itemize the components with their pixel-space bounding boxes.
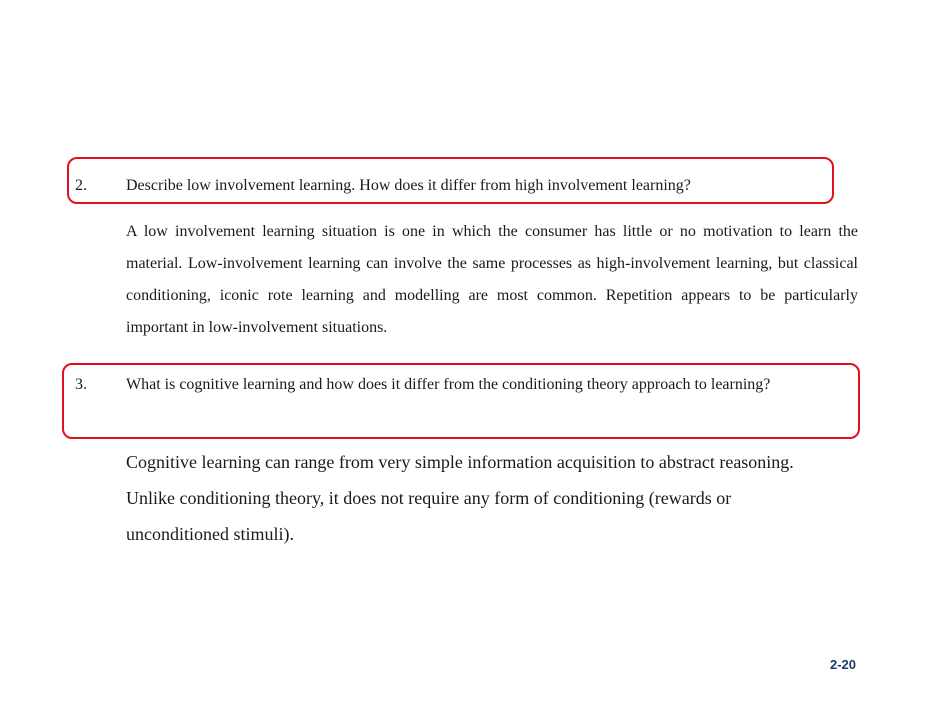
question-2-answer: A low involvement learning situation is one in which the consumer has little or no motivation to learn the material. Low-involvement learning can involve the same processes as high-involvement learning, but classical conditioning, iconic rote learning and modelling are most common. Repetition appears to be particularly important in low-involvement situations. <box>126 223 858 336</box>
question-2-number: 2. <box>75 177 87 194</box>
page-number: 2-20 <box>829 657 856 672</box>
question-3-number: 3. <box>75 376 87 393</box>
question-3-answer: Cognitive learning can range from very simple information acquisition to abstract reasoning. Unlike conditioning theory, it does not require any form of conditioning (rewards or unconditioned stimuli). <box>126 452 794 544</box>
question-3-text: What is cognitive learning and how does it differ from the conditioning theory approach to learning? <box>126 376 771 393</box>
question-2-text: Describe low involvement learning. How does it differ from high involvement learning? <box>126 177 691 194</box>
